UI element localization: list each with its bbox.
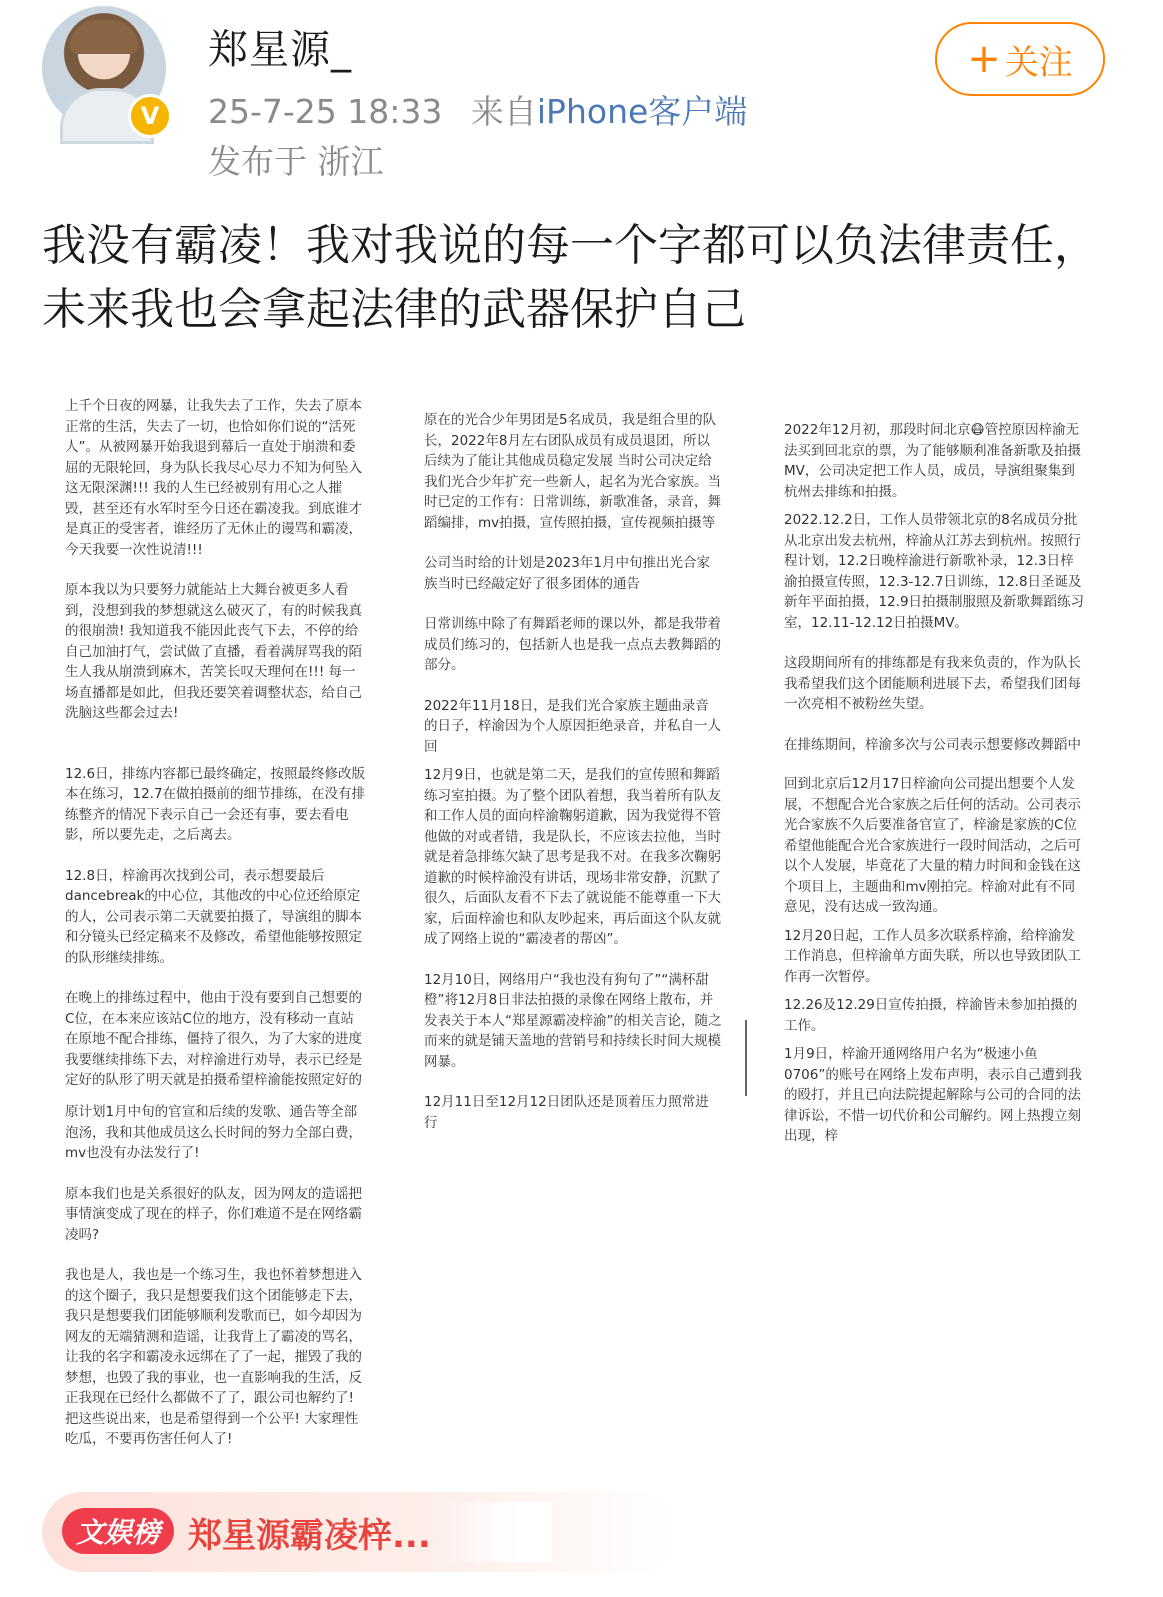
follow-label: 关注 xyxy=(1004,42,1073,83)
paragraph: 1月9日，梓渝开通网络用户名为“极速小鱼0706”的账号在网络上发布声明，表示自己遭到我的殴打，并且已向法院提起解除与公司的合同的法律诉讼，不惜一切代价和公司解约。网上热搜立刻出现，梓 xyxy=(784,1046,1082,1144)
statement-image-1[interactable] xyxy=(50,390,380,1096)
statement-column-3b xyxy=(784,774,1086,1167)
paragraph: 在晚上的排练过程中，他由于没有要到自己想要的C位，在本来应该站C位的地方，没有移动一直站在原地不配合排练，僵持了很久，为了大家的进度我要继续排练下去，对梓渝进行劝导，表示已经是定好的队形了明天就是拍摄希望梓渝能按照定好的 xyxy=(65,990,362,1088)
paragraph: 12.6日，排练内容都已最终确定，按照最终修改版本在练习，12.7在做拍摄前的细节排练，在没有排练整齐的情况下表示自己一会还有事，要去看电影，所以要先走，之后离去。 xyxy=(65,765,366,843)
paragraph: 我也是人，我也是一个练习生，我也怀着梦想进入的这个圈子，我只是想要我们这个团能够走下去，我只是想要我们团能够顺利发歌而已，如今却因为网友的无端猜测和造谣，让我背上了霸凌的骂名，让我的名字和霸凌永远绑在了了一起，摧毁了我的梦想，也毁了我的事业，也一直影响我的生活，反正我现在已经什么都做不了了，跟公司也解约了! 把这些说出来，也是希望得到一个公平! 大家理性吃瓜，不要再伤害任何人了! xyxy=(65,1267,362,1447)
source-prefix: 来自 xyxy=(470,92,537,131)
statement-column-1a xyxy=(65,396,367,1111)
avatar-hair xyxy=(70,20,138,54)
post-location: 发布于 浙江 xyxy=(208,142,384,181)
username[interactable]: 郑星源_ xyxy=(208,27,352,73)
paragraph: 在排练期间，梓渝多次与公司表示想要修改舞蹈中 xyxy=(784,736,1081,753)
post-text: 我没有霸凌！我对我说的每一个字都可以负法律责任，未来我也会拿起法律的武器保护自己 xyxy=(42,220,1098,335)
paragraph: 12月9日，也就是第二天，是我们的宣传照和舞蹈练习室拍摄。为了整个团队着想，我当着所有队友和工作人员的面向梓渝鞠躬道歉，因为我觉得不管他做的对或者错，我是队长，不应该去拉他，当时就是着急排练欠缺了思考是我不对。在我多次鞠躬道歉的时候梓渝没有讲话，现场非常安静，沉默了很久，后面队友看不下去了就说能不能尊重一下大家，后面梓渝也和队友吵起来，再后面这个队友就成了网络上说的“霸凌者的帮凶”。 xyxy=(424,767,721,947)
follow-button[interactable] xyxy=(935,22,1105,96)
paragraph: 12月20日起，工作人员多次联系梓渝，给梓渝发工作消息，但梓渝单方面失联，所以也导致团队工作再一次暂停。 xyxy=(784,927,1081,985)
statement-image-3[interactable] xyxy=(770,410,1100,753)
paragraph: 这段期间所有的排练都是有我来负责的，作为队长我希望我们这个团能顺利进展下去，希望我们团每一次亮相不被粉丝失望。 xyxy=(784,655,1081,712)
paragraph: 公司当时给的计划是2023年1月中旬推出光合家族当时已经敲定好了很多团体的通告 xyxy=(424,555,710,592)
paragraph: 原在的光合少年男团是5名成员，我是组合里的队长，2022年8月左右团队成员有成员退团，所以后续为了能让其他成员稳定发展 当时公司决定给我们光合少年扩充一些新人，起名为光合家族。当时已定的工作有：日常训练，新歌准备，录音，舞蹈编排，mv拍摄，宣传照拍摄，宣传视频拍摄等 xyxy=(424,412,721,531)
paragraph: 12月10日，网络用户“我也没有狗句了”“满杯甜橙”将12月8日非法拍摄的录像在网络上散布，并发表关于本人“郑星源霸凌梓渝”的相关言论，随之而来的就是铺天盖地的营销号和持续长时间大规模网暴。 xyxy=(424,971,722,1070)
paragraph: 原计划1月中旬的官宣和后续的发歌、通告等全部泡汤，我和其他成员这么长时间的努力全部白费，mv也没有办法发行了! xyxy=(65,1104,362,1161)
topic-badge: 文娱榜 xyxy=(62,1508,174,1554)
paragraph: 日常训练中除了有舞蹈老师的课以外，都是我带着成员们练习的，包括新人也是我一点点去教舞蹈的部分。 xyxy=(424,616,721,673)
statement-column-1b xyxy=(65,1102,367,1470)
paragraph: 原本我以为只要努力就能站上大舞台被更多人看到，没想到我的梦想就这么破灭了，有的时候我真的很崩溃! 我知道我不能因此丧气下去，不停的给自己加油打气，尝试做了直播，看着满屏骂我的陌生人我从崩溃到麻木，苦笑长叹天理何在!!! 每一场直播都是如此，但我还要笑着调整状态，给自己洗脑这些都会过去! xyxy=(65,582,362,721)
verified-icon xyxy=(128,94,172,138)
image-divider xyxy=(745,1020,747,1096)
paragraph: 12.8日，梓渝再次找到公司，表示想要最后dancebreak的中心位，其他改的中心位还给原定的人，公司表示第二天就要拍摄了，导演组的脚本和分镜头已经定稿来不及修改，希望他能够按照定的队形继续排练。 xyxy=(65,867,362,966)
topic-fade xyxy=(442,1502,552,1562)
statement-image-2[interactable] xyxy=(410,400,740,1131)
statement-image-4[interactable] xyxy=(50,1098,380,1458)
hot-topic-bar[interactable] xyxy=(42,1492,678,1572)
paragraph: 12月11日至12月12日团队还是顶着压力照常进行 xyxy=(424,1094,709,1131)
post-time: 25-7-25 18:33 xyxy=(208,92,443,131)
topic-text[interactable]: 郑星源霸凌梓... xyxy=(188,1516,431,1556)
statement-column-2 xyxy=(424,410,722,1153)
paragraph: 回到北京后12月17日梓渝向公司提出想要个人发展，不想配合光合家族之后任何的活动。公司表示光合家族不久后要准备官宣了，梓渝是家族的C位希望他能配合光合家族进行一段时间活动，之后可以个人发展，毕竟花了大量的精力时间和金钱在这个项目上，主题曲和mv刚拍完。梓渝对此有不同意见，没有达成一致沟通。 xyxy=(784,776,1081,915)
source-client[interactable]: iPhone客户端 xyxy=(536,92,748,131)
plus-icon: + xyxy=(967,36,1001,82)
paragraph: 12.26及12.29日宣传拍摄，梓渝皆未参加拍摄的工作。 xyxy=(784,997,1078,1034)
paragraph: 2022.12.2日，工作人员带领北京的8名成员分批从北京出发去杭州，梓渝从江苏去到杭州。按照行程计划，12.2日晚梓渝进行新歌补录，12.3日梓渝拍摄宣传照，12.3-12.7日训练，12.8日圣诞及新年平面拍摄，12.9日拍摄制服照及新歌舞蹈练习室，12.11-12.12日拍摄MV。 xyxy=(784,512,1085,631)
verified-mark: V xyxy=(140,102,160,130)
statement-column-3a xyxy=(784,420,1086,775)
paragraph: 2022年12月初，那段时间北京😷管控原因梓渝无法买到回北京的票，为了能够顺利准备新歌及拍摄MV，公司决定把工作人员，成员，导演组聚集到杭州去排练和拍摄。 xyxy=(784,422,1081,500)
paragraph: 上千个日夜的网暴，让我失去了工作，失去了原本正常的生活，失去了一切，也恰如你们说的“活死人”。从被网暴开始我退到幕后一直处于崩溃和委屈的无限轮回，身为队长我尽心尽力不知为何坠入这无限深渊!!! 我的人生已经被别有用心之人摧毁，甚至还有水军时至今日还在霸凌我。到底谁才是真正的受害者，谁经历了无休止的谩骂和霸凌，今天我要一次性说清!!! xyxy=(65,398,362,558)
paragraph: 原本我们也是关系很好的队友，因为网友的造谣把事情演变成了现在的样子，你们难道不是在网络霸凌吗? xyxy=(65,1185,362,1243)
paragraph: 2022年11月18日，是我们光合家族主题曲录音的日子，梓渝因为个人原因拒绝录音，并私自一人回 xyxy=(424,697,721,755)
statement-image-5[interactable] xyxy=(770,770,1100,1144)
post-header xyxy=(0,0,1163,200)
post-meta xyxy=(208,86,747,133)
